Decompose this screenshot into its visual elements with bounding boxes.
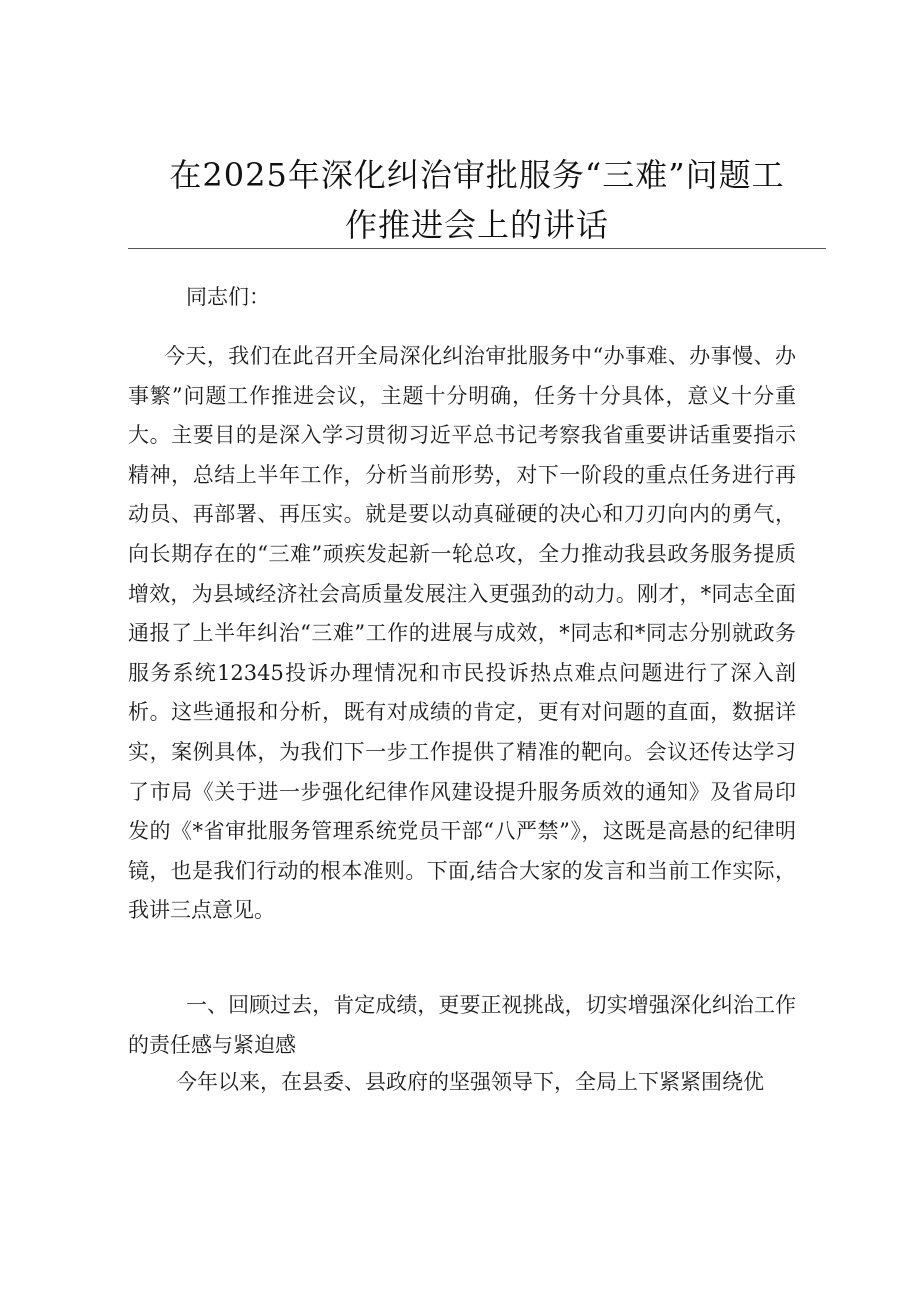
title-divider [128,248,826,249]
salutation: 同志们： [186,285,270,309]
paragraph-intro: 今天，我们在此召开全局深化纠治审批服务中“办事难、办事慢、办事繁”问题工作推进会议，主题十分明确，任务十分具体，意义十分重大。主要目的是深入学习贯彻习近平总书记考察我省重要讲话重要指示精神，总结上半年工作，分析当前形势，对下一阶段的重点任务进行再动员、再部署、再压实。就是要以动真碰硬的决心和刀刃向内的勇气，向长期存在的“三难”顽疾发起新一轮总攻，全力推动我县政务服务提质增效，为县域经济社会高质量发展注入更强劲的动力。刚才，*同志全面通报了上半年纠治“三难”工作的进展与成效，*同志和*同志分别就政务服务系统12345投诉办理情况和市民投诉热点难点问题进行了深入剖析。这些通报和分析，既有对成绩的肯定，更有对问题的直面，数据详实，案例具体，为我们下一步工作提供了精准的靶向。会议还传达学习了市局《关于进一步强化纪律作风建设提升服务质效的通知》及省局印发的《*省审批服务管理系统党员干部“八严禁”》，这既是高悬的纪律明镜，也是我们行动的根本准则。下面,结合大家的发言和当前工作实际，我讲三点意见。 [128,344,796,923]
document-title [128,150,826,250]
title-line-1: 在2025年深化纠治审批服务“三难”问题工 [169,156,785,194]
title-line-2: 作推进会上的讲话 [344,206,609,244]
paragraph-section-1: 今年以来，在县委、县政府的坚强领导下，全局上下紧紧围绕优 [176,1070,764,1094]
section-heading-1: 一、回顾过去，肯定成绩，更要正视挑战，切实增强深化纠治工作的责任感与紧迫感 [128,993,796,1057]
